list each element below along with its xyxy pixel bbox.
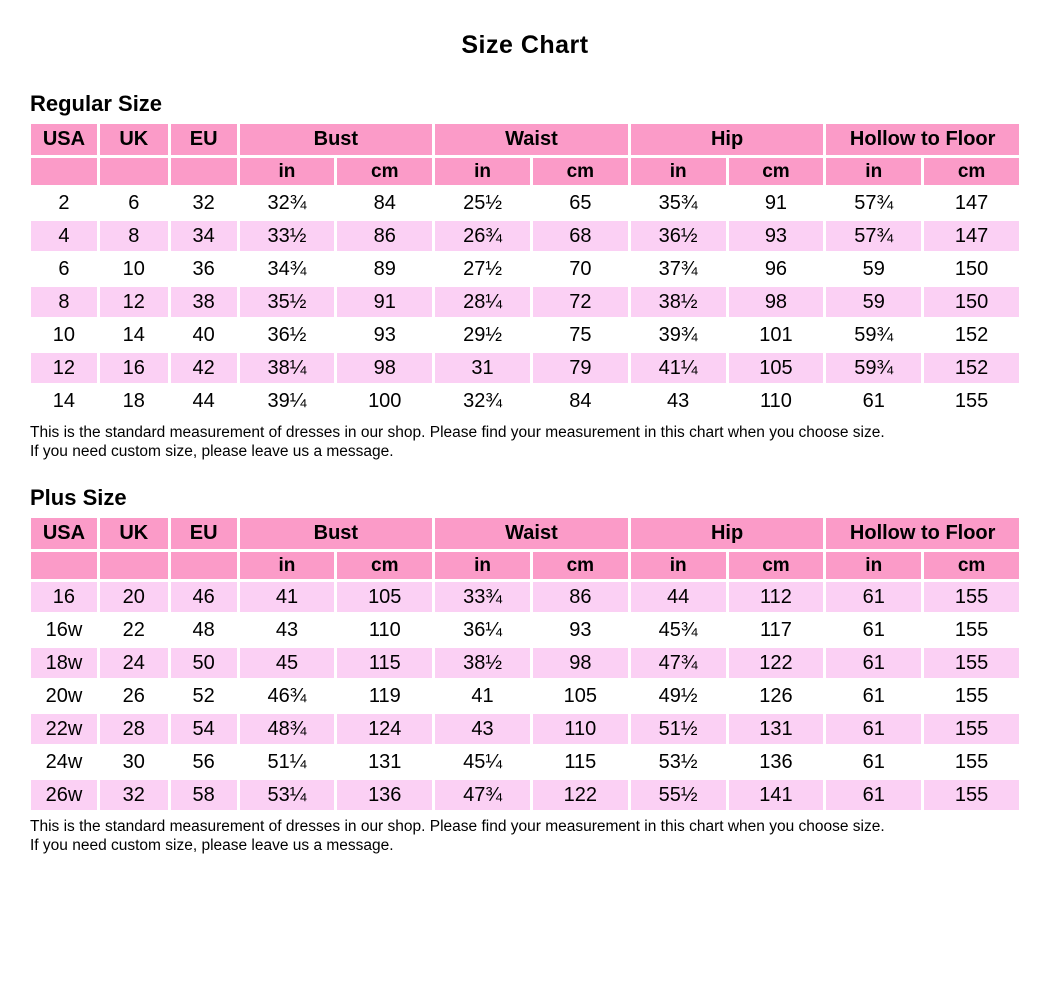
size-cell: 36¼ bbox=[434, 614, 532, 647]
unit-header-row bbox=[30, 157, 1021, 187]
size-cell: 147 bbox=[923, 187, 1021, 220]
size-cell: 47¾ bbox=[629, 647, 727, 680]
size-cell: 32¾ bbox=[434, 385, 532, 418]
size-cell: 136 bbox=[727, 746, 825, 779]
unit-header-cm: cm bbox=[727, 551, 825, 581]
size-cell: 45 bbox=[238, 647, 336, 680]
size-cell: 72 bbox=[531, 286, 629, 319]
size-cell: 36½ bbox=[629, 220, 727, 253]
size-cell: 155 bbox=[923, 614, 1021, 647]
size-cell: 49½ bbox=[629, 680, 727, 713]
size-cell: 4 bbox=[30, 220, 99, 253]
size-cell: 105 bbox=[336, 581, 434, 614]
regular-note-line-1: This is the standard measurement of dresses in our shop. Please find your measurement in this chart when you choose size. bbox=[30, 424, 885, 441]
size-cell: 93 bbox=[727, 220, 825, 253]
table-row bbox=[30, 779, 1021, 812]
unit-header-empty bbox=[30, 157, 99, 187]
size-cell: 10 bbox=[30, 319, 99, 352]
size-cell: 28 bbox=[98, 713, 169, 746]
column-header-hip: Hip bbox=[629, 123, 825, 157]
size-cell: 96 bbox=[727, 253, 825, 286]
unit-header-in: in bbox=[629, 157, 727, 187]
size-cell: 6 bbox=[30, 253, 99, 286]
column-header-bust: Bust bbox=[238, 517, 434, 551]
size-cell: 43 bbox=[238, 614, 336, 647]
size-cell: 38½ bbox=[434, 647, 532, 680]
size-cell: 24 bbox=[98, 647, 169, 680]
size-cell: 126 bbox=[727, 680, 825, 713]
table-row bbox=[30, 581, 1021, 614]
size-cell: 65 bbox=[531, 187, 629, 220]
size-cell: 33¾ bbox=[434, 581, 532, 614]
table-row bbox=[30, 253, 1021, 286]
size-cell: 61 bbox=[825, 647, 923, 680]
size-cell: 155 bbox=[923, 647, 1021, 680]
size-cell: 16w bbox=[30, 614, 99, 647]
size-cell: 24w bbox=[30, 746, 99, 779]
size-cell: 110 bbox=[727, 385, 825, 418]
size-cell: 53½ bbox=[629, 746, 727, 779]
column-header-row bbox=[30, 123, 1021, 157]
column-header-uk: UK bbox=[98, 123, 169, 157]
size-cell: 59 bbox=[825, 253, 923, 286]
size-cell: 20 bbox=[98, 581, 169, 614]
size-cell: 50 bbox=[169, 647, 238, 680]
size-cell: 124 bbox=[336, 713, 434, 746]
size-cell: 86 bbox=[336, 220, 434, 253]
size-cell: 22w bbox=[30, 713, 99, 746]
plus-note-line-2: If you need custom size, please leave us a message. bbox=[30, 837, 394, 854]
size-cell: 52 bbox=[169, 680, 238, 713]
unit-header-in: in bbox=[825, 551, 923, 581]
page-title: Size Chart bbox=[461, 31, 589, 59]
column-header-hip: Hip bbox=[629, 517, 825, 551]
column-header-uk: UK bbox=[98, 517, 169, 551]
size-cell: 26 bbox=[98, 680, 169, 713]
size-cell: 27½ bbox=[434, 253, 532, 286]
size-cell: 98 bbox=[531, 647, 629, 680]
size-cell: 48 bbox=[169, 614, 238, 647]
size-cell: 32 bbox=[98, 779, 169, 812]
size-cell: 35½ bbox=[238, 286, 336, 319]
size-cell: 32¾ bbox=[238, 187, 336, 220]
size-cell: 91 bbox=[336, 286, 434, 319]
size-cell: 59 bbox=[825, 286, 923, 319]
size-cell: 70 bbox=[531, 253, 629, 286]
size-cell: 79 bbox=[531, 352, 629, 385]
size-cell: 68 bbox=[531, 220, 629, 253]
size-cell: 43 bbox=[629, 385, 727, 418]
size-cell: 16 bbox=[30, 581, 99, 614]
size-cell: 39¾ bbox=[629, 319, 727, 352]
unit-header-in: in bbox=[434, 551, 532, 581]
size-cell: 18 bbox=[98, 385, 169, 418]
size-cell: 41 bbox=[238, 581, 336, 614]
size-cell: 61 bbox=[825, 614, 923, 647]
unit-header-empty bbox=[98, 157, 169, 187]
unit-header-cm: cm bbox=[923, 551, 1021, 581]
unit-header-in: in bbox=[825, 157, 923, 187]
unit-header-empty bbox=[169, 551, 238, 581]
size-cell: 141 bbox=[727, 779, 825, 812]
size-cell: 41¼ bbox=[629, 352, 727, 385]
size-cell: 58 bbox=[169, 779, 238, 812]
table-row bbox=[30, 647, 1021, 680]
size-cell: 28¼ bbox=[434, 286, 532, 319]
size-cell: 26w bbox=[30, 779, 99, 812]
plus-size-table bbox=[28, 515, 1022, 813]
size-cell: 57¾ bbox=[825, 220, 923, 253]
size-cell: 100 bbox=[336, 385, 434, 418]
size-cell: 155 bbox=[923, 385, 1021, 418]
plus-note-line-1: This is the standard measurement of dresses in our shop. Please find your measurement in this chart when you choose size. bbox=[30, 818, 885, 835]
size-cell: 42 bbox=[169, 352, 238, 385]
size-cell: 61 bbox=[825, 385, 923, 418]
size-cell: 89 bbox=[336, 253, 434, 286]
size-cell: 39¼ bbox=[238, 385, 336, 418]
size-cell: 33½ bbox=[238, 220, 336, 253]
size-cell: 115 bbox=[336, 647, 434, 680]
size-cell: 10 bbox=[98, 253, 169, 286]
plus-size-section bbox=[28, 485, 1022, 855]
table-row bbox=[30, 614, 1021, 647]
size-cell: 86 bbox=[531, 581, 629, 614]
size-cell: 36½ bbox=[238, 319, 336, 352]
size-cell: 105 bbox=[727, 352, 825, 385]
size-cell: 37¾ bbox=[629, 253, 727, 286]
unit-header-cm: cm bbox=[336, 157, 434, 187]
size-cell: 150 bbox=[923, 286, 1021, 319]
size-cell: 6 bbox=[98, 187, 169, 220]
size-cell: 119 bbox=[336, 680, 434, 713]
size-cell: 38½ bbox=[629, 286, 727, 319]
size-cell: 48¾ bbox=[238, 713, 336, 746]
column-header-waist: Waist bbox=[434, 123, 630, 157]
unit-header-in: in bbox=[434, 157, 532, 187]
size-cell: 110 bbox=[336, 614, 434, 647]
size-cell: 35¾ bbox=[629, 187, 727, 220]
size-cell: 25½ bbox=[434, 187, 532, 220]
size-cell: 38¼ bbox=[238, 352, 336, 385]
size-cell: 53¼ bbox=[238, 779, 336, 812]
size-cell: 91 bbox=[727, 187, 825, 220]
size-cell: 61 bbox=[825, 581, 923, 614]
unit-header-cm: cm bbox=[531, 157, 629, 187]
table-row bbox=[30, 385, 1021, 418]
regular-note-line-2: If you need custom size, please leave us a message. bbox=[30, 443, 394, 460]
unit-header-in: in bbox=[238, 157, 336, 187]
size-cell: 155 bbox=[923, 746, 1021, 779]
size-cell: 152 bbox=[923, 319, 1021, 352]
size-cell: 122 bbox=[531, 779, 629, 812]
size-cell: 131 bbox=[336, 746, 434, 779]
column-header-hollow-to-floor: Hollow to Floor bbox=[825, 517, 1021, 551]
size-cell: 51¼ bbox=[238, 746, 336, 779]
size-cell: 29½ bbox=[434, 319, 532, 352]
size-cell: 44 bbox=[629, 581, 727, 614]
column-header-row bbox=[30, 517, 1021, 551]
table-row bbox=[30, 352, 1021, 385]
size-cell: 101 bbox=[727, 319, 825, 352]
size-cell: 155 bbox=[923, 581, 1021, 614]
size-cell: 57¾ bbox=[825, 187, 923, 220]
column-header-usa: USA bbox=[30, 123, 99, 157]
size-cell: 38 bbox=[169, 286, 238, 319]
size-cell: 43 bbox=[434, 713, 532, 746]
size-cell: 98 bbox=[727, 286, 825, 319]
table-row bbox=[30, 286, 1021, 319]
size-cell: 93 bbox=[531, 614, 629, 647]
unit-header-empty bbox=[98, 551, 169, 581]
size-cell: 45¾ bbox=[629, 614, 727, 647]
size-cell: 105 bbox=[531, 680, 629, 713]
size-cell: 55½ bbox=[629, 779, 727, 812]
table-row bbox=[30, 187, 1021, 220]
size-cell: 12 bbox=[98, 286, 169, 319]
size-cell: 112 bbox=[727, 581, 825, 614]
size-cell: 40 bbox=[169, 319, 238, 352]
column-header-eu: EU bbox=[169, 517, 238, 551]
size-cell: 12 bbox=[30, 352, 99, 385]
size-cell: 54 bbox=[169, 713, 238, 746]
size-cell: 45¼ bbox=[434, 746, 532, 779]
section-heading-regular: Regular Size bbox=[30, 91, 163, 116]
size-cell: 44 bbox=[169, 385, 238, 418]
size-cell: 115 bbox=[531, 746, 629, 779]
size-cell: 47¾ bbox=[434, 779, 532, 812]
regular-size-table bbox=[28, 121, 1022, 419]
size-cell: 14 bbox=[30, 385, 99, 418]
size-cell: 16 bbox=[98, 352, 169, 385]
unit-header-cm: cm bbox=[923, 157, 1021, 187]
size-cell: 36 bbox=[169, 253, 238, 286]
unit-header-in: in bbox=[629, 551, 727, 581]
size-cell: 46¾ bbox=[238, 680, 336, 713]
size-cell: 155 bbox=[923, 713, 1021, 746]
column-header-bust: Bust bbox=[238, 123, 434, 157]
size-cell: 84 bbox=[336, 187, 434, 220]
size-cell: 51½ bbox=[629, 713, 727, 746]
size-cell: 22 bbox=[98, 614, 169, 647]
size-cell: 152 bbox=[923, 352, 1021, 385]
unit-header-in: in bbox=[238, 551, 336, 581]
size-cell: 61 bbox=[825, 713, 923, 746]
table-row bbox=[30, 746, 1021, 779]
size-cell: 14 bbox=[98, 319, 169, 352]
size-cell: 56 bbox=[169, 746, 238, 779]
size-cell: 41 bbox=[434, 680, 532, 713]
size-cell: 110 bbox=[531, 713, 629, 746]
unit-header-cm: cm bbox=[727, 157, 825, 187]
size-cell: 34¾ bbox=[238, 253, 336, 286]
size-cell: 61 bbox=[825, 779, 923, 812]
size-cell: 20w bbox=[30, 680, 99, 713]
size-cell: 32 bbox=[169, 187, 238, 220]
size-cell: 84 bbox=[531, 385, 629, 418]
regular-size-section bbox=[28, 91, 1022, 461]
size-cell: 61 bbox=[825, 680, 923, 713]
size-cell: 155 bbox=[923, 680, 1021, 713]
size-cell: 31 bbox=[434, 352, 532, 385]
unit-header-empty bbox=[169, 157, 238, 187]
size-cell: 30 bbox=[98, 746, 169, 779]
table-row bbox=[30, 220, 1021, 253]
size-cell: 8 bbox=[98, 220, 169, 253]
unit-header-cm: cm bbox=[336, 551, 434, 581]
table-row bbox=[30, 319, 1021, 352]
unit-header-cm: cm bbox=[531, 551, 629, 581]
unit-header-row bbox=[30, 551, 1021, 581]
size-cell: 136 bbox=[336, 779, 434, 812]
table-row bbox=[30, 680, 1021, 713]
unit-header-empty bbox=[30, 551, 99, 581]
size-cell: 93 bbox=[336, 319, 434, 352]
section-heading-plus: Plus Size bbox=[30, 485, 127, 510]
size-cell: 131 bbox=[727, 713, 825, 746]
size-cell: 150 bbox=[923, 253, 1021, 286]
size-cell: 61 bbox=[825, 746, 923, 779]
size-cell: 8 bbox=[30, 286, 99, 319]
size-cell: 46 bbox=[169, 581, 238, 614]
column-header-waist: Waist bbox=[434, 517, 630, 551]
size-cell: 2 bbox=[30, 187, 99, 220]
size-cell: 98 bbox=[336, 352, 434, 385]
column-header-eu: EU bbox=[169, 123, 238, 157]
size-cell: 147 bbox=[923, 220, 1021, 253]
column-header-usa: USA bbox=[30, 517, 99, 551]
size-cell: 26¾ bbox=[434, 220, 532, 253]
column-header-hollow-to-floor: Hollow to Floor bbox=[825, 123, 1021, 157]
size-cell: 155 bbox=[923, 779, 1021, 812]
size-cell: 75 bbox=[531, 319, 629, 352]
size-cell: 117 bbox=[727, 614, 825, 647]
size-cell: 59¾ bbox=[825, 319, 923, 352]
table-row bbox=[30, 713, 1021, 746]
size-cell: 18w bbox=[30, 647, 99, 680]
size-cell: 34 bbox=[169, 220, 238, 253]
size-cell: 59¾ bbox=[825, 352, 923, 385]
size-cell: 122 bbox=[727, 647, 825, 680]
